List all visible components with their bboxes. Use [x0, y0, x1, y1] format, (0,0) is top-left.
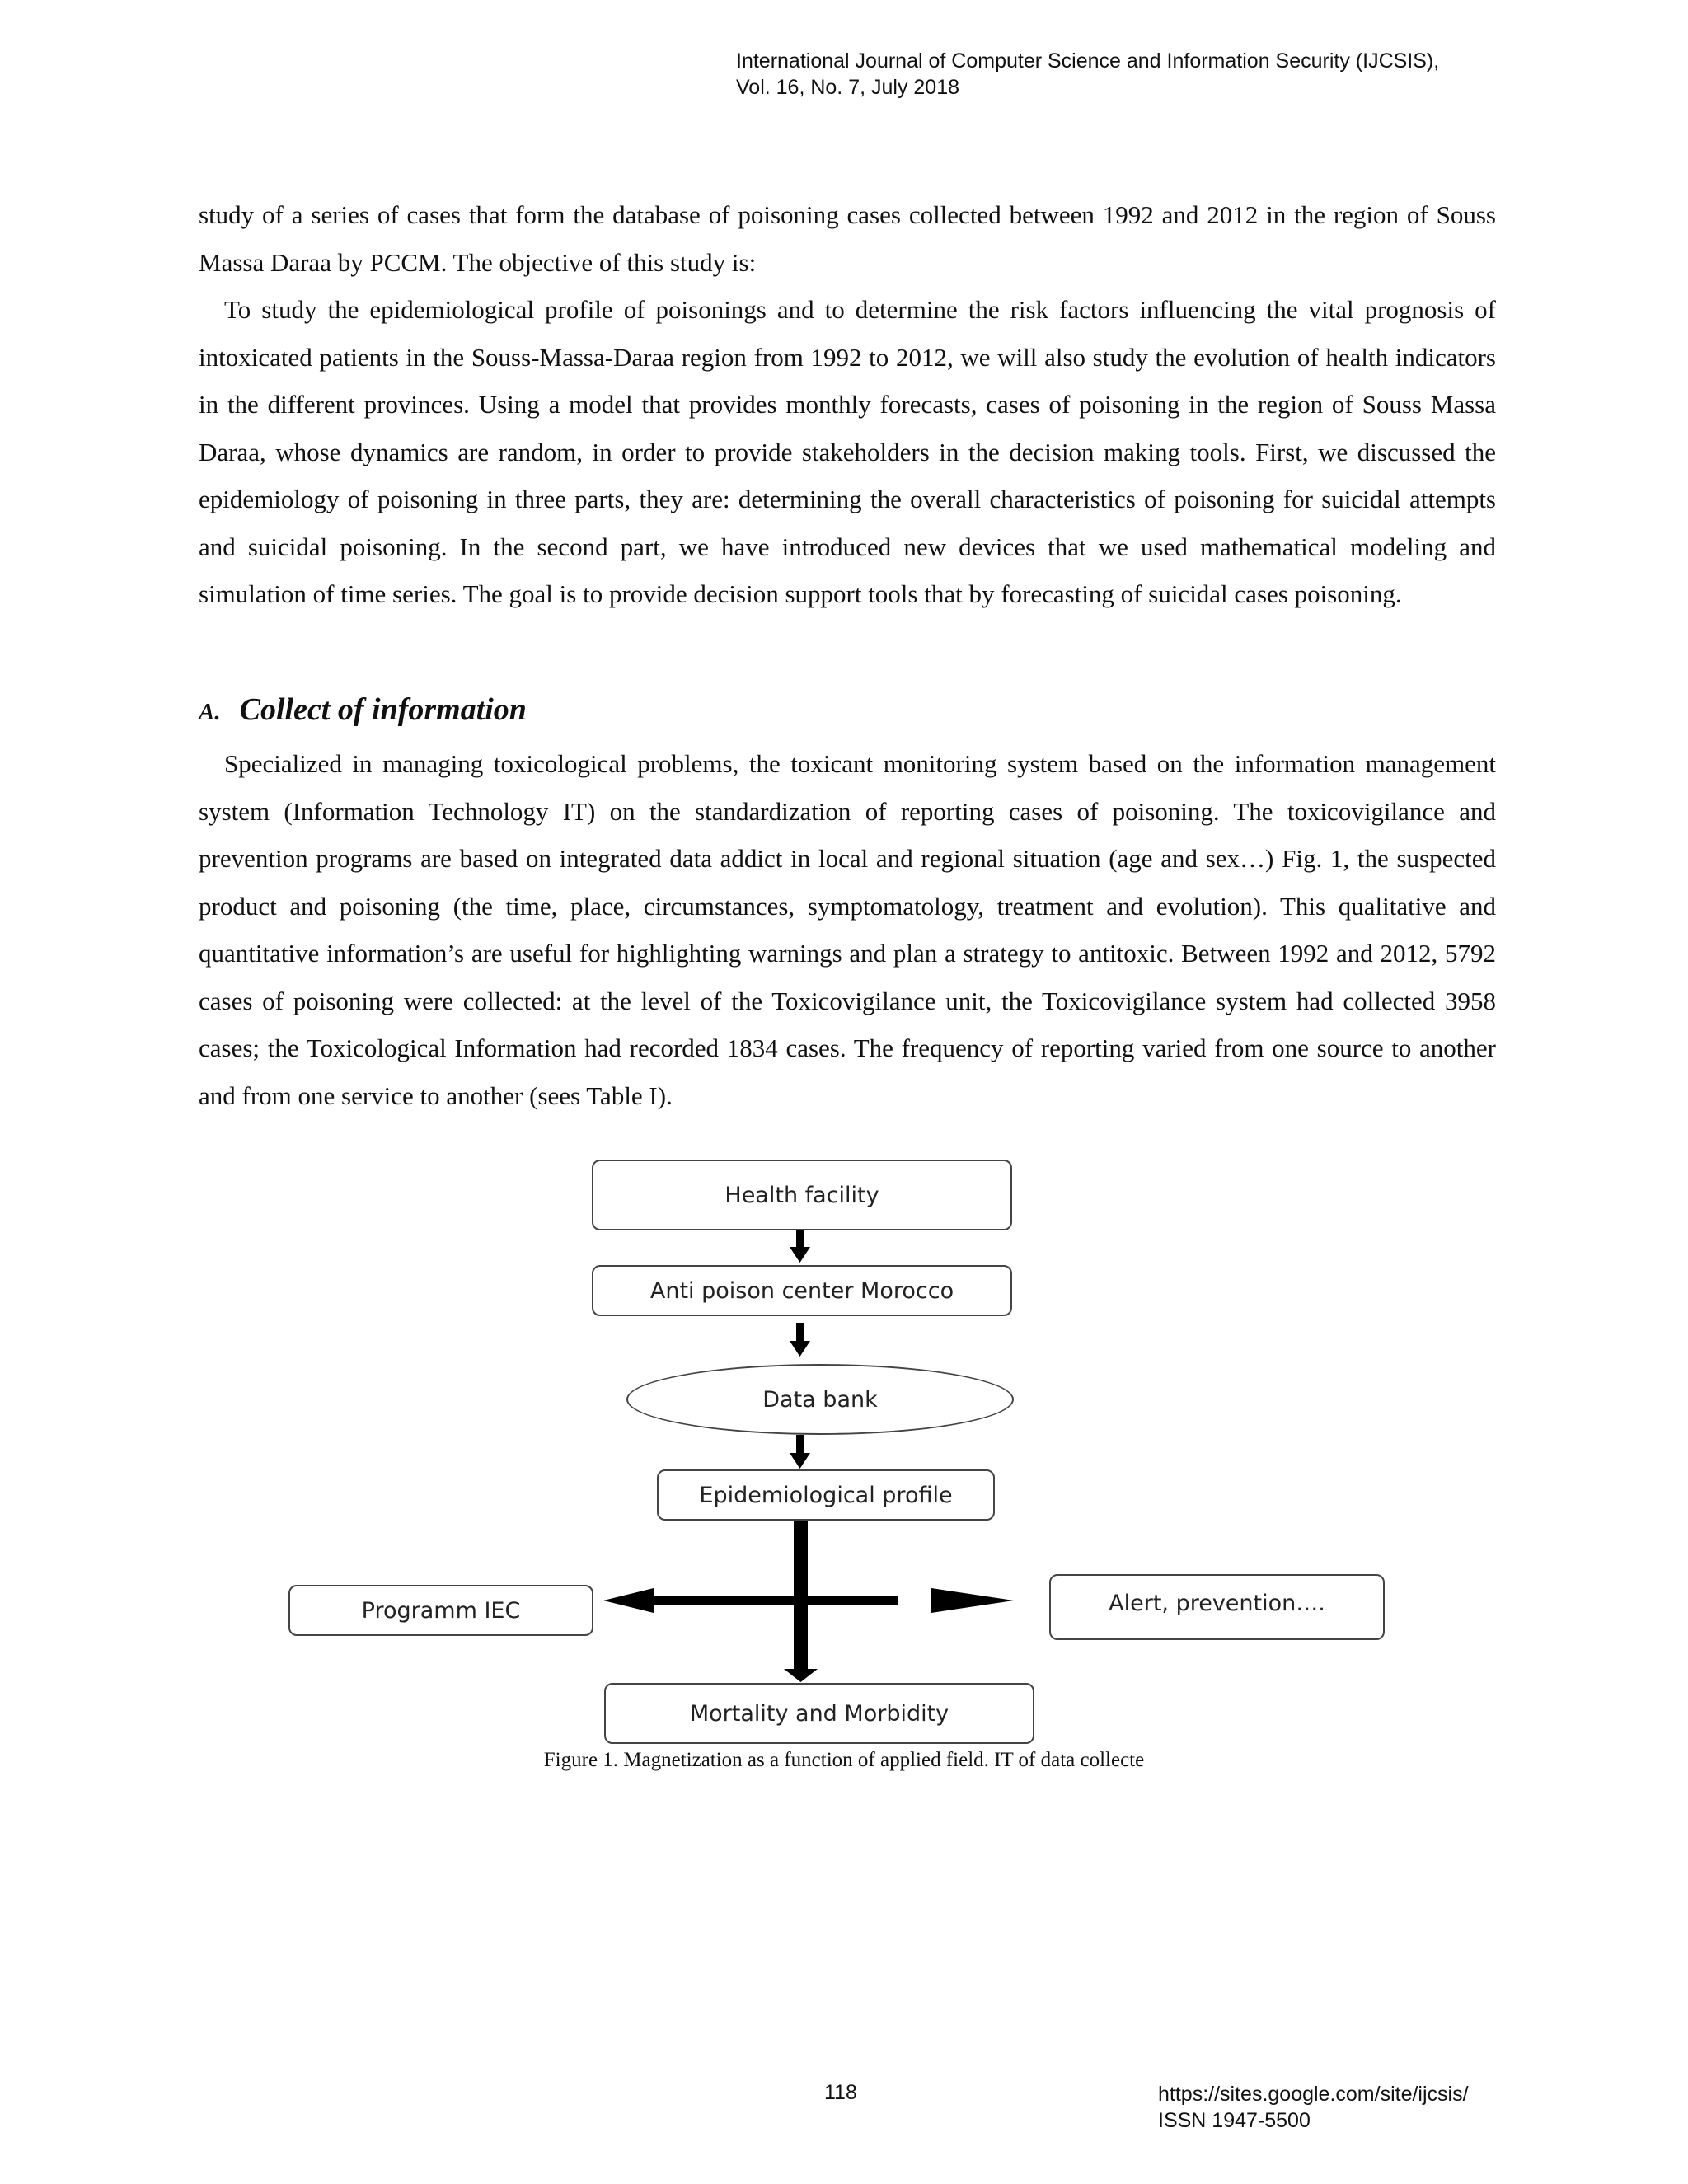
arrow-shaft-3 — [796, 1435, 804, 1455]
box-programm-iec-label: Programm IEC — [361, 1597, 521, 1624]
page-number: 118 — [824, 2081, 857, 2104]
arrow-head-3 — [790, 1453, 810, 1469]
arrow-head-alert — [931, 1588, 1014, 1613]
box-mortality-morbidity — [604, 1683, 1034, 1744]
arrow-head-1 — [790, 1247, 810, 1263]
ellipse-data-bank — [626, 1364, 1014, 1435]
box-health-facility-label: Health facility — [724, 1182, 879, 1208]
arrow-head-2 — [790, 1341, 810, 1357]
journal-header — [736, 48, 1439, 101]
paragraph-collect: Specialized in managing toxicological problems, the toxicant monitoring system based on the information management system (Information Technology IT) on the standardization of reporting cases of poisoning. The toxicovigilance and prevention programs are based on integrated data addict in local and regional situation (age and sex…) Fig. 1, the suspected product and poisoning (the time, place, circumstances, symptomatology, treatment and evolution). This qualitative and quantitative information’s are useful for highlighting warnings and plan a strategy to antitoxic. Between 1992 and 2012, 5792 cases of poisoning were collected: at the level of the Toxicovigilance unit, the Toxicovigilance system had collected 3958 cases; the Toxicological Information had recorded 1834 cases. The frequency of reporting varied from one source to another and from one service to another (sees Table I). — [199, 749, 1496, 1110]
figure-caption: Figure 1. Magnetization as a function of applied field. IT of data collecte — [543, 1749, 1145, 1771]
arrow-head-mortality — [784, 1669, 818, 1682]
paragraph-objective: To study the epidemiological profile of poisonings and to determine the risk factors influencing the vital prognosis of intoxicated patients in the Souss-Massa-Daraa region from 1992 to 2012, we will also study the evolution of health indicators in the different provinces. Using a model that provides monthly forecasts, cases of poisoning in the region of Souss Massa Daraa, whose dynamics are random, in order to provide stakeholders in the decision making tools. First, we discussed the epidemiology of poisoning in three parts, they are: determining the overall characteristics of poisoning for suicidal attempts and suicidal poisoning. In the second part, we have introduced new devices that we used mathematical modeling and simulation of time series. The goal is to provide decision support tools that by forecasting of suicidal cases poisoning. — [199, 295, 1496, 608]
box-epidemiological-profile-label: Epidemiological profile — [699, 1482, 953, 1508]
section-heading — [199, 689, 527, 733]
arrow-head-programm — [603, 1588, 654, 1613]
footer-info — [1158, 2081, 1469, 2134]
footer-url: https://sites.google.com/site/ijcsis/ — [1158, 2083, 1469, 2106]
box-health-facility — [592, 1160, 1012, 1230]
arrow-shaft-1 — [796, 1229, 804, 1249]
box-alert-prevention-label: Alert, prevention…. — [1109, 1591, 1325, 1616]
box-anti-poison-center-label: Anti poison center Morocco — [649, 1277, 954, 1304]
ellipse-data-bank-label: Data bank — [762, 1386, 878, 1413]
box-anti-poison-center — [592, 1265, 1012, 1316]
box-programm-iec — [288, 1585, 593, 1636]
paragraph-intro: study of a series of cases that form the database of poisoning cases collected between 1992 and 2012 in the region of Souss Massa Daraa by PCCM. The objective of this study is: — [199, 200, 1496, 277]
section-title: Collect of information — [239, 692, 527, 727]
footer-issn: ISSN 1947-5500 — [1158, 2109, 1311, 2132]
box-epidemiological-profile — [657, 1469, 995, 1521]
box-mortality-morbidity-label: Mortality and Morbidity — [689, 1700, 950, 1727]
flowchart-arrows — [280, 1150, 1401, 1747]
section-letter: A. — [199, 699, 221, 725]
journal-title-line: International Journal of Computer Science and Information Security (IJCSIS), — [736, 49, 1440, 73]
cross-horizontal-shaft — [651, 1596, 898, 1605]
arrow-shaft-2 — [796, 1323, 804, 1343]
journal-volume-line: Vol. 16, No. 7, July 2018 — [736, 76, 960, 99]
box-alert-prevention — [1049, 1574, 1385, 1640]
